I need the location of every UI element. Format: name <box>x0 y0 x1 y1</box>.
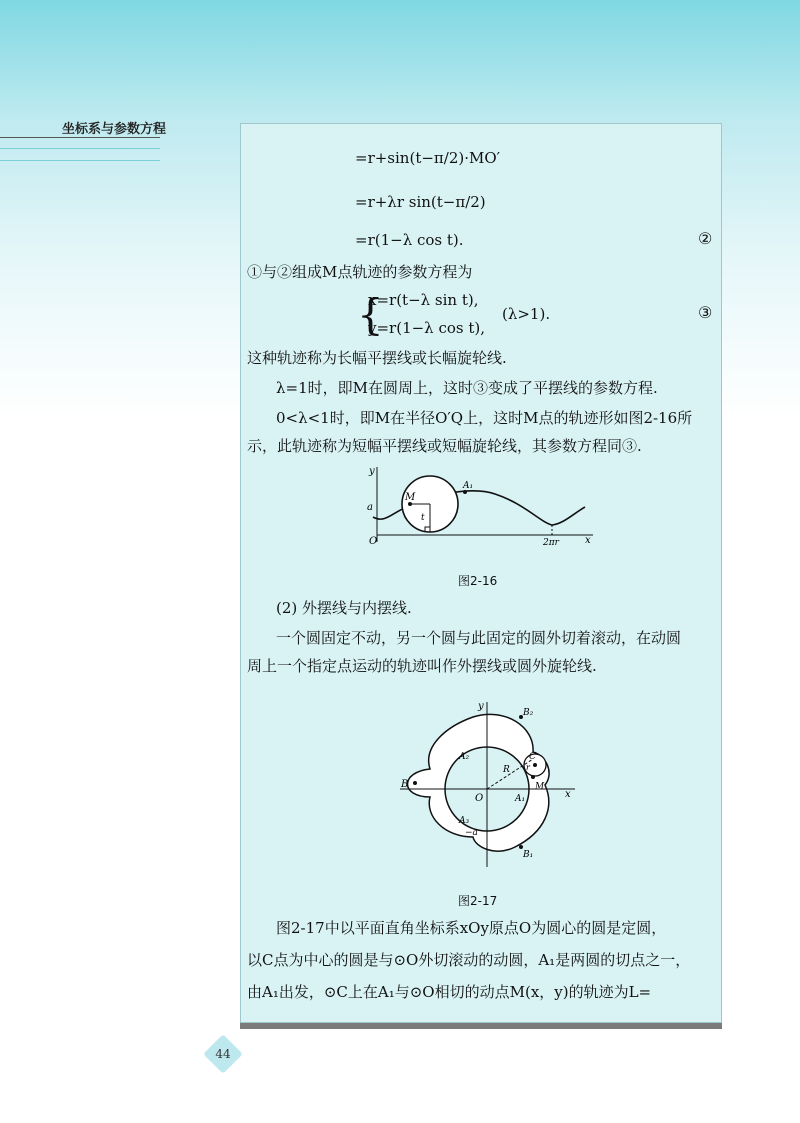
fig17-label-neg-a: −a <box>465 828 478 838</box>
figure-2-16 <box>365 462 600 547</box>
equation-line-3: =r(1−λ cos t). <box>355 231 464 249</box>
header-rule <box>0 137 160 138</box>
page-number-badge <box>203 1034 243 1074</box>
fig17-label-A3: A₃ <box>459 816 470 826</box>
fig17-point-B1 <box>519 845 523 849</box>
equation-marker-2: ② <box>698 229 713 248</box>
content-box-shadow <box>240 1023 722 1029</box>
paragraph-3b: 示，此轨迹称为短幅平摆线或短幅旋轮线，其参数方程同③. <box>247 437 642 455</box>
fig16-label-M: M <box>405 492 416 503</box>
paragraph-1: 这种轨迹称为长幅平摆线或长幅旋轮线. <box>247 349 507 367</box>
paragraph-5b: 周上一个指定点运动的轨迹叫作外摆线或圆外旋轮线. <box>247 657 597 675</box>
equation-line-1: =r+sin(t−π/2)·MO′ <box>355 149 501 167</box>
fig17-label-R: R <box>503 765 510 775</box>
fig17-point-C <box>533 763 537 767</box>
fig16-label-O: O <box>369 536 378 547</box>
fig17-label-B1: B₁ <box>523 850 534 860</box>
paragraph-5a: 一个圆固定不动，另一个圆与此固定的圆外切着滚动，在动圆 <box>276 629 682 647</box>
equation-intro: ①与②组成M点轨迹的参数方程为 <box>247 263 473 281</box>
fig17-label-x: x <box>565 789 571 800</box>
fig16-label-2pir: 2πr <box>543 538 559 547</box>
fig17-point-B <box>413 781 417 785</box>
system-condition: (λ>1). <box>502 305 551 323</box>
paragraph-3a: 0<λ<1时，即M在半径O′Q上，这时M点的轨迹形如图2-16所 <box>276 409 693 427</box>
fig17-label-A1: A₁ <box>515 794 526 804</box>
header-rule-2 <box>0 148 160 149</box>
paragraph-4: (2) 外摆线与内摆线. <box>276 599 412 617</box>
figure-2-17-caption: 图2-17 <box>458 894 498 908</box>
fig16-label-A1: A₁ <box>463 481 474 491</box>
fig17-label-r: r <box>526 763 530 772</box>
fig17-label-y: y <box>478 701 484 712</box>
page-number: 44 <box>215 1047 231 1061</box>
fig17-label-B: B <box>401 779 409 790</box>
equation-marker-3: ③ <box>698 303 713 322</box>
fig16-label-y: y <box>369 466 375 477</box>
fig16-label-a: a <box>367 502 373 513</box>
paragraph-6b: 以C点为中心的圆是与⊙O外切滚动的动圆，A₁是两圆的切点之一， <box>247 951 691 969</box>
figure-2-16-caption: 图2-16 <box>458 574 498 588</box>
equation-line-2: =r+λr sin(t−π/2) <box>355 193 486 211</box>
system-brace: { <box>357 290 384 339</box>
figure-2-17 <box>395 697 580 872</box>
fig17-label-A2: A₂ <box>459 752 470 762</box>
fig16-label-t: t <box>421 513 425 523</box>
paragraph-6c: 由A₁出发，⊙C上在A₁与⊙O相切的动点M(x，y)的轨迹为L= <box>247 983 652 1001</box>
fig17-label-B2: B₂ <box>523 708 534 718</box>
system-x: x=r(t−λ sin t), <box>368 291 479 309</box>
fig17-label-M: M <box>535 782 545 792</box>
system-y: y=r(1−λ cos t), <box>368 319 485 337</box>
paragraph-2: λ=1时，即M在圆周上，这时③变成了平摆线的参数方程. <box>276 379 658 397</box>
fig17-label-O: O <box>475 793 484 804</box>
fig16-label-x: x <box>585 535 591 546</box>
fig17-label-C: C <box>529 752 536 762</box>
paragraph-6a: 图2-17中以平面直角坐标系xOy原点O为圆心的圆是定圆， <box>276 919 667 937</box>
header-rule-3 <box>0 160 160 161</box>
page-header-title: 坐标系与参数方程 <box>62 122 167 137</box>
fig17-point-M <box>531 775 535 779</box>
